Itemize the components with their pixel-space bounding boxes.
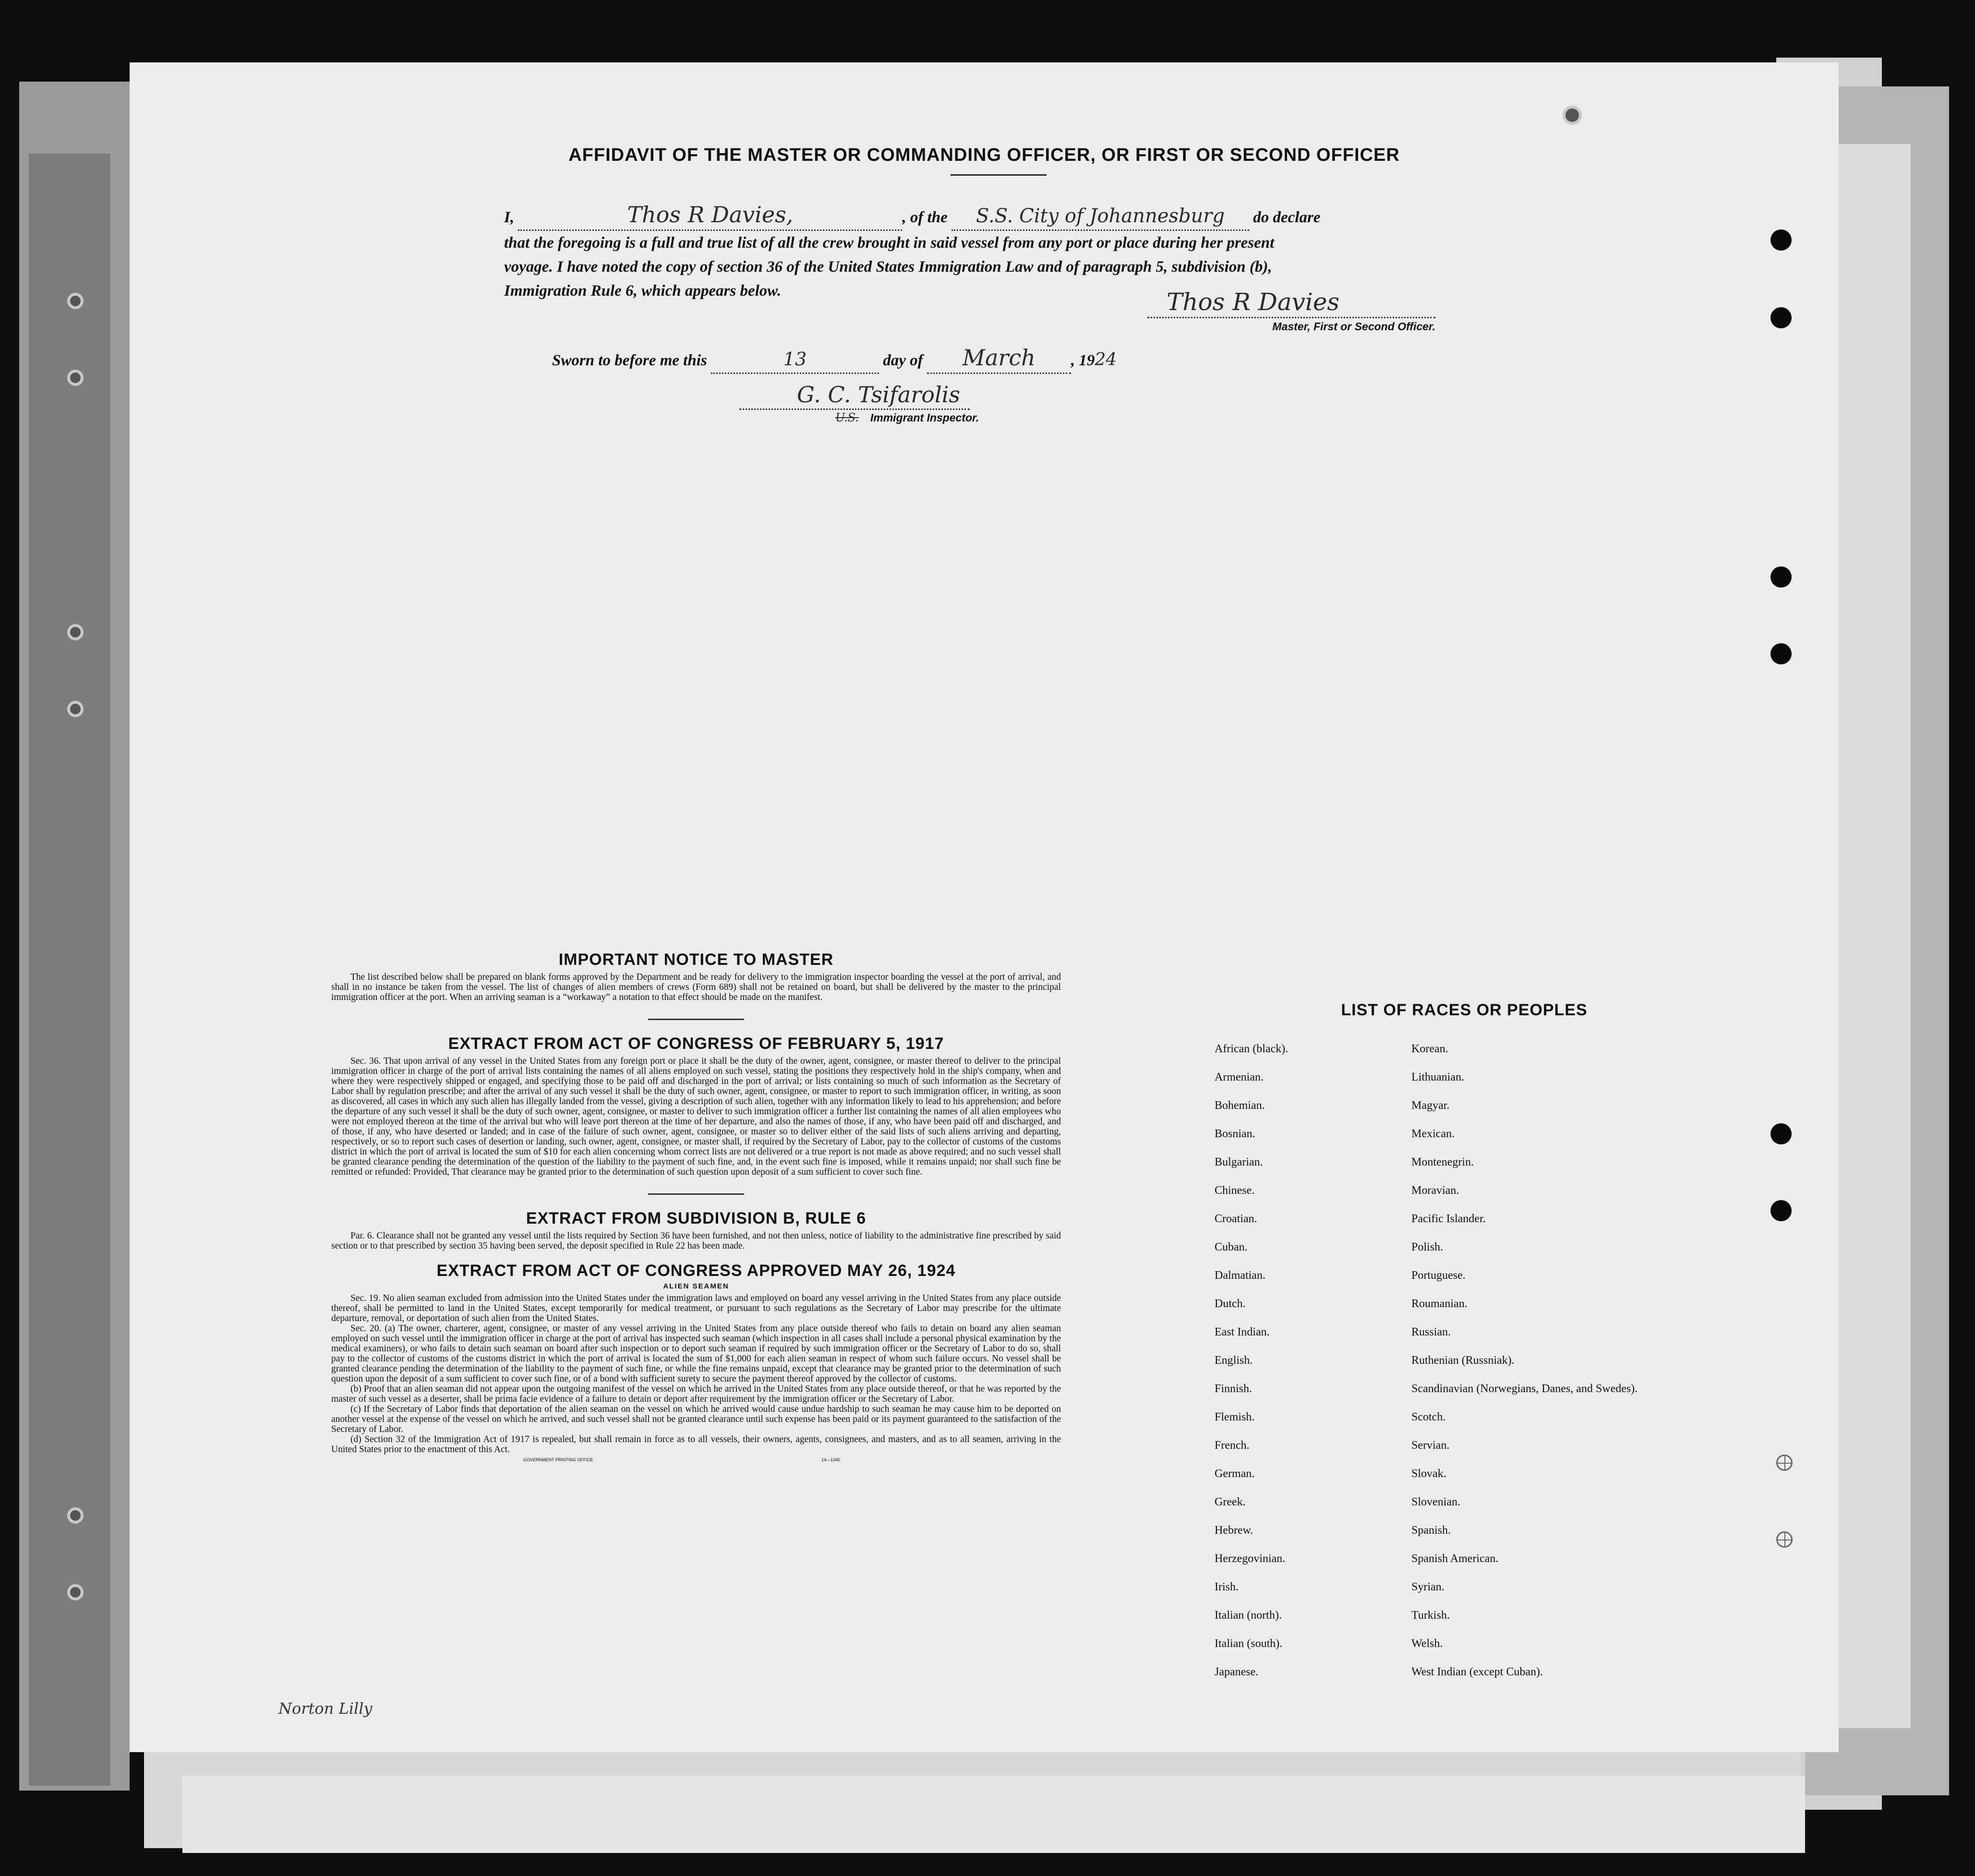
races-list (1186, 1001, 1743, 1694)
race-item: Russian. (1411, 1326, 1451, 1338)
race-item: Scotch. (1411, 1411, 1446, 1423)
sworn-month-field (927, 346, 1071, 374)
sworn-month-handwriting: March (962, 345, 1036, 371)
binding-grommet-icon (67, 293, 84, 309)
race-item: Welsh. (1411, 1637, 1443, 1650)
master-signature-block (1147, 288, 1435, 333)
race-item: Polish. (1411, 1241, 1444, 1253)
extract-1924-subtitle: ALIEN SEAMEN (663, 1282, 729, 1290)
race-item: Italian (north). (1215, 1609, 1282, 1622)
binding-grommet-icon (67, 370, 84, 386)
sworn-day-handwriting: 13 (783, 349, 807, 370)
declaration-i: I, (504, 209, 515, 226)
race-item: Bulgarian. (1215, 1156, 1263, 1168)
race-item: Chinese. (1215, 1184, 1255, 1197)
race-item: Flemish. (1215, 1411, 1255, 1423)
races-left-column (1186, 1043, 1411, 1694)
race-item: Cuban. (1215, 1241, 1248, 1253)
race-item: Servian. (1411, 1439, 1450, 1452)
extract-1924-body (331, 1293, 1061, 1455)
grommet-icon (1563, 106, 1582, 125)
extract-1924-paragraph: (b) Proof that an alien seaman did not appear upon the outgoing manifest of the vessel on which he arrived in the United States from any place outside thereof, or that he was reported by the master of such vessel as a deserter, shall be prima facie evidence of a failure to detain or deport after requirement by the immigration officer or the Secretary of Labor. (331, 1384, 1061, 1404)
sworn-year-prefix: , 19 (1071, 352, 1095, 369)
race-item: Mexican. (1411, 1128, 1455, 1140)
master-name-field (518, 203, 902, 231)
race-item: Syrian. (1411, 1581, 1445, 1593)
race-item: Herzegovinian. (1215, 1552, 1286, 1565)
binding-grommet-icon (67, 1507, 84, 1524)
declaration-line-2: that the foregoing is a full and true list of all the crew brought in said vessel from any port or place during her present (504, 234, 1275, 252)
races-right-column (1411, 1043, 1728, 1694)
race-item: Roumanian. (1411, 1298, 1468, 1310)
race-item: French. (1215, 1439, 1250, 1452)
race-item: English. (1215, 1354, 1253, 1367)
race-item: Bohemian. (1215, 1099, 1265, 1112)
race-item: Dalmatian. (1215, 1269, 1265, 1282)
race-item: Turkish. (1411, 1609, 1450, 1622)
section-divider (648, 1193, 744, 1195)
race-item: Pacific Islander. (1411, 1213, 1486, 1225)
notice-section (331, 950, 1061, 1462)
declaration-text (504, 203, 1608, 303)
race-item: Korean. (1411, 1043, 1448, 1055)
race-item: Scandinavian (Norwegians, Danes, and Swedes). (1411, 1383, 1638, 1395)
notice-title: IMPORTANT NOTICE TO MASTER (558, 950, 834, 969)
printer-imprint: GOVERNMENT PRINTING OFFICE (523, 1457, 593, 1462)
extract-1924-paragraph: (d) Section 32 of the Immigration Act of 1917 is repealed, but shall remain in force as to all vessels, their owners, agents, consignees, and masters, and as to all seamen, arriving in the United States prior to the enactment of this Act. (331, 1434, 1061, 1455)
extract-1924-paragraph: Sec. 20. (a) The owner, charterer, agent, consignee, or master of any vessel arriving in the United States from any place outside thereof who fails to detain on board any alien seaman employed on such vessel until the immigration officer in charge at the port of arrival has inspected such seaman (which inspection in all cases shall include a personal physical examination by the medical examiners), or who fails to detain such seaman on board after such inspection or to deport such seaman if required by such immigration officer or the Secretary of Labor to do so, shall pay to the collector of customs of the customs district in which the port of arrival is located the sum of $1,000 for each alien seaman in respect of whom such failure occurs. No vessel shall be granted clearance pending the determination of the liability to the payment of such fine, or while the fine remains unpaid, except that clearance may be granted prior to the determination of such question upon the deposit of a sum sufficient to cover such fine, or of a bond with sufficient surety to secure the payment thereof approved by the collector of customs. (331, 1323, 1061, 1384)
punch-hole-icon (1770, 1200, 1792, 1221)
race-item: East Indian. (1215, 1326, 1270, 1338)
extract-1917-body: Sec. 36. That upon arrival of any vessel in the United States from any foreign port or place it shall be the duty of the owner, agent, consignee, or master thereof to deliver to the principal immigration officer in charge of the port of arrival lists containing the names of all aliens employed on such vessel, stating the positions they respectively hold in the ship's company, when and where they were respectively shipped or engaged, and specifying those to be paid off and discharged in the port of arrival; or lists containing so much of such information as the Secretary of Labor shall by regulation prescribe; and after the arrival of any such vessel it shall be the duty of such owner, agent, consignee, or master to report to such immigration officer, in writing, as soon as discovered, all cases in which any such alien has illegally landed from the vessel, giving a description of such alien, together with any information likely to lead to his apprehension; and before the departure of any such vessel it shall be the duty of such owner, agent, consignee, or master to deliver to such immigration officer a further list containing the names of all alien employees who were not employed thereon at the time of the arrival but who will leave port thereon at the time of her departure, and also the names of those, if any, who have been paid off and discharged, and of those, if any, who have deserted or landed; and in case of the failure of such owner, agent, consignee, or master so to deliver either of the said lists of such aliens arriving and departing, respectively, or so to report such cases of desertion or landing, such owner, agent, consignee, or master shall, if required by the Secretary of Labor, pay to the collector of customs of the customs district in which the port of arrival is located the sum of $10 for each alien concerning whom correct lists are not delivered or a true report is not made as above required; and no such vessel shall be granted clearance pending the determination of the question of the liability to the payment of such fine, and, in the event such fine is imposed, while it remains unpaid; nor shall such fine be remitted or refunded: Provided, That clearance may be granted prior to the determination of such question upon deposit of a sum sufficient to cover such fine. (331, 1056, 1061, 1177)
vessel-name-field (951, 204, 1249, 231)
binding-grommet-icon (67, 1584, 84, 1600)
race-item: Finnish. (1215, 1383, 1252, 1395)
extract-1917-title: EXTRACT FROM ACT OF CONGRESS OF FEBRUARY 5, 1917 (448, 1034, 944, 1053)
extract-1924-paragraph: (c) If the Secretary of Labor finds that deportation of the alien seaman on the vessel on which he arrived would cause undue hardship to such seaman he may cause him to be deported on another vessel at the expense of the vessel on which he arrived, and such vessel shall not be granted clearance until such expense has been paid or its payment guaranteed to the satisfaction of the Secretary of Labor. (331, 1404, 1061, 1434)
extract-1924-paragraph: Sec. 19. No alien seaman excluded from admission into the United States under the immigration laws and employed on board any vessel arriving in the United States from any place outside thereof, shall be permitted to land in the United States, except temporarily for medical treatment, or pursuant to such regulations as the Secretary of Labor may prescribe for the ultimate departure, removal, or deportation of such alien from the United States. (331, 1293, 1061, 1323)
sworn-prefix: Sworn to before me this (552, 352, 707, 369)
register-mark-icon (1776, 1531, 1793, 1548)
race-item: Magyar. (1411, 1099, 1450, 1112)
race-item: Dutch. (1215, 1298, 1246, 1310)
extract-1924-title: EXTRACT FROM ACT OF CONGRESS APPROVED MAY 26, 1924 (436, 1262, 956, 1280)
race-item: Irish. (1215, 1581, 1239, 1593)
declaration-do-declare: do declare (1253, 209, 1321, 226)
master-signature-handwriting: Thos R Davies (1147, 288, 1435, 318)
notice-body: The list described below shall be prepared on blank forms approved by the Department and be ready for delivery to the immigration inspector boarding the vessel at the port of arrival, and shall in no instance be taken from the vessel. The list of changes of alien members of crews (Form 689) shall not be retained on board, but shall be delivered by the master to the principal immigration officer at the port. When an arriving seaman is a “workaway” a notation to that effect should be made on the manifest. (331, 972, 1061, 1002)
race-item: Armenian. (1215, 1071, 1264, 1083)
inspector-us-handwriting: U.S. (835, 411, 859, 424)
bottom-handwriting: Norton Lilly (278, 1699, 373, 1718)
punch-hole-icon (1770, 643, 1792, 664)
form-footer (331, 1457, 1061, 1462)
inspector-label-row (711, 411, 1047, 424)
race-item: Spanish. (1411, 1524, 1451, 1537)
form-number: 14—1340 (821, 1457, 840, 1462)
sworn-line (552, 346, 1656, 374)
manifest-page (130, 62, 1839, 1752)
race-item: Bosnian. (1215, 1128, 1255, 1140)
race-item: Italian (south). (1215, 1637, 1283, 1650)
race-item: Moravian. (1411, 1184, 1459, 1197)
register-mark-icon (1776, 1455, 1793, 1471)
race-item: Montenegrin. (1411, 1156, 1474, 1168)
race-item: Ruthenian (Russniak). (1411, 1354, 1515, 1367)
race-item: Lithuanian. (1411, 1071, 1464, 1083)
race-item: Japanese. (1215, 1666, 1259, 1678)
master-signature-label: Master, First or Second Officer. (1272, 320, 1435, 333)
race-item: Croatian. (1215, 1213, 1257, 1225)
section-divider (648, 1019, 744, 1020)
inspector-signature-handwriting: G. C. Tsifarolis (739, 382, 970, 410)
title-divider (951, 174, 1047, 176)
race-item: Slovak. (1411, 1467, 1446, 1480)
declaration-line-4: Immigration Rule 6, which appears below. (504, 282, 782, 300)
punch-hole-icon (1770, 1123, 1792, 1144)
extract-rule6-body: Par. 6. Clearance shall not be granted any vessel until the lists required by Section 36 have been furnished, and not then unless, notice of liability to the administrative fine prescribed by said section or to that prescribed by section 35 having been served, the deposit specified in Rule 22 has been made. (331, 1231, 1061, 1251)
punch-hole-icon (1770, 307, 1792, 328)
sworn-day-of: day of (883, 352, 923, 369)
race-item: Hebrew. (1215, 1524, 1253, 1537)
race-item: West Indian (except Cuban). (1411, 1666, 1543, 1678)
sworn-year-handwriting: 24 (1095, 350, 1117, 370)
race-item: Slovenian. (1411, 1496, 1460, 1508)
race-item: Portuguese. (1411, 1269, 1466, 1282)
sworn-day-field (711, 347, 879, 374)
declaration-line-3: voyage. I have noted the copy of section 36 of the United States Immigration Law and of paragraph 5, subdivision (b), (504, 258, 1272, 276)
races-title: LIST OF RACES OR PEOPLES (1341, 1001, 1588, 1019)
binding-grommet-icon (67, 624, 84, 640)
declaration-line-1 (504, 203, 1608, 231)
race-item: German. (1215, 1467, 1255, 1480)
race-item: African (black). (1215, 1043, 1289, 1055)
inspector-label: Immigrant Inspector. (870, 411, 979, 424)
extract-rule6-title: EXTRACT FROM SUBDIVISION B, RULE 6 (526, 1209, 867, 1227)
races-grid (1186, 1043, 1743, 1694)
punch-hole-icon (1770, 229, 1792, 251)
race-item: Spanish American. (1411, 1552, 1499, 1565)
vessel-name-handwriting: S.S. City of Johannesburg (976, 205, 1225, 227)
binding-grommet-icon (67, 701, 84, 717)
underlying-sheet (182, 1776, 1805, 1853)
affidavit-title: AFFIDAVIT OF THE MASTER OR COMMANDING OFFICER, OR FIRST OR SECOND OFFICER (568, 145, 1400, 165)
inspector-signature-block (711, 382, 1047, 424)
race-item: Greek. (1215, 1496, 1246, 1508)
punch-hole-icon (1770, 566, 1792, 588)
master-name-handwriting: Thos R Davies, (627, 202, 794, 228)
binding-strip-shadow (29, 154, 110, 1786)
declaration-of-the: , of the (902, 209, 948, 226)
